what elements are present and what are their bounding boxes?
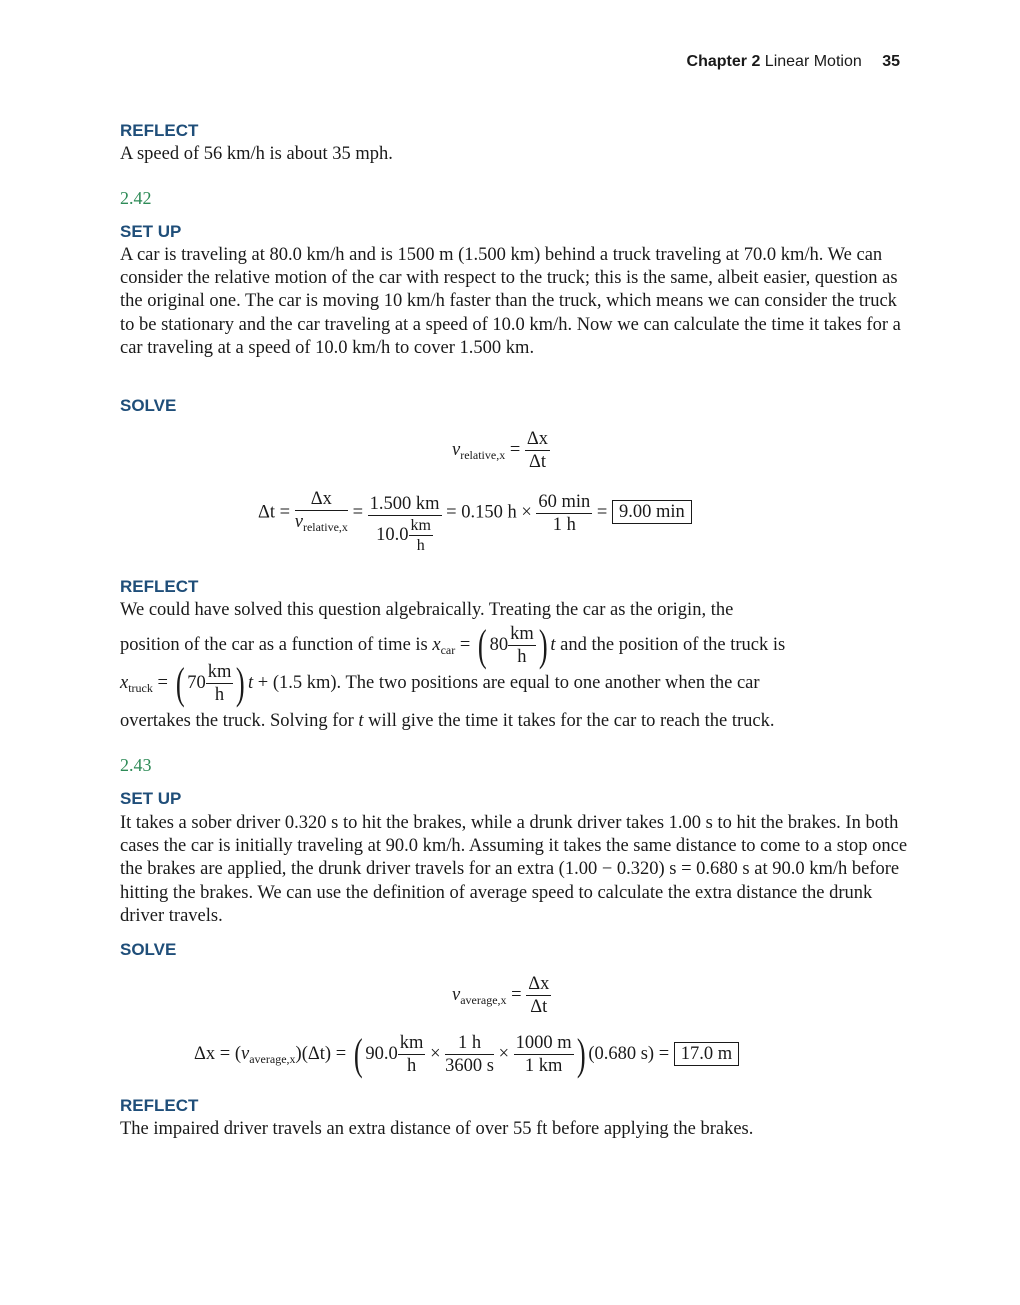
fraction-num: Δx bbox=[295, 488, 348, 511]
fraction-den: Δt bbox=[530, 997, 548, 1017]
fraction-den bbox=[368, 516, 442, 555]
eq-sub: average,x bbox=[460, 992, 507, 1007]
setup-heading: SET UP bbox=[120, 222, 182, 241]
eq-lhs: Δx bbox=[194, 1043, 216, 1064]
left-paren: ( bbox=[175, 658, 185, 708]
equation-distance: $\Delta x = (v_{average,x})(\Delta t)$ = ( 90.0 $\frac{km}{h}$ × $\frac{1 h}{3600 s}$ × $\frac{1000 m}{1 km}$ ) (0.680 s) = 17.0 m bbox=[194, 1032, 739, 1077]
eq-sub: car bbox=[440, 642, 456, 657]
setup-text: It takes a sober driver 0.320 s to hit the brakes, while a drunk driver takes 1.00 s to hit the brakes. In both cases the car is initially traveling at 90.0 km/h. Assuming it takes the same distance to come to a stop once the brakes are applied, the drunk driver travels for an extra (1.00 − 0.320) s = 0.680 s at 90.0 km/h before hitting the brakes. We can use the definition of average speed to calculate the extra distance the drunk driver travels. bbox=[120, 813, 908, 926]
fraction bbox=[368, 493, 442, 555]
setup-heading: SET UP bbox=[120, 789, 182, 808]
unit-num: km bbox=[207, 662, 232, 682]
den-value: 10.0 bbox=[376, 524, 409, 545]
text: and the position of the truck is bbox=[560, 634, 786, 655]
eq-sub: relative,x bbox=[460, 447, 506, 462]
text: + (1.5 km). The two positions are equal to one another when the car bbox=[257, 672, 760, 693]
fraction-den: 3600 s bbox=[445, 1056, 494, 1076]
fraction-num: 1 h bbox=[445, 1032, 494, 1055]
unit-num: km bbox=[410, 516, 431, 534]
right-paren: ) bbox=[538, 620, 548, 670]
solve-heading: SOLVE bbox=[120, 940, 177, 959]
fraction-den: 1 km bbox=[524, 1056, 563, 1076]
fraction bbox=[526, 973, 551, 1018]
value: 70 bbox=[187, 672, 206, 693]
eq-sub: average,x bbox=[249, 1051, 296, 1066]
fraction-num: Δx bbox=[526, 429, 549, 449]
page-header bbox=[687, 53, 900, 71]
reflect-text: A speed of 56 km/h is about 35 mph. bbox=[120, 144, 393, 164]
eq-mid: = 0.150 h × bbox=[446, 502, 532, 523]
eq-sub: truck bbox=[128, 680, 153, 695]
eq-tail: (0.680 s) = bbox=[588, 1043, 670, 1064]
fraction-num: 1000 m bbox=[515, 1033, 572, 1053]
eq-var: x bbox=[432, 634, 441, 655]
setup-text: A car is traveling at 80.0 km/h and is 1500 m (1.500 km) behind a truck traveling at 70.0 km/h. We can consider the relative motion of the car with respect to the truck; this is the same, albeit easier, question as the original one. The car is moving 10 km/h faster than the truck, which means we can consider the truck to be stationary and the car traveling at a speed of 10.0 km/h. Now we can calculate the time it takes for a car traveling at a speed of 10.0 km/h to cover 1.500 km. bbox=[120, 245, 901, 358]
eq-var: x bbox=[120, 672, 129, 693]
eq-var: t bbox=[248, 672, 254, 693]
chapter-title: Linear Motion bbox=[764, 53, 862, 70]
fraction-den: 1 h bbox=[552, 514, 576, 535]
reflect-line: position of the car as a function of time is $x_{car}$ = ( 80 $\frac{km}{h}$ ) t and the position of the truck is bbox=[120, 620, 786, 670]
eq-var: t bbox=[550, 634, 556, 655]
fraction bbox=[525, 428, 550, 473]
unit-fraction bbox=[206, 661, 234, 706]
unit-den: h bbox=[214, 685, 225, 705]
reflect-text: The impaired driver travels an extra distance of over 55 ft before applying the brakes. bbox=[120, 1119, 754, 1139]
unit-den: h bbox=[517, 647, 527, 667]
right-paren: ) bbox=[236, 658, 246, 708]
value: 80 bbox=[489, 634, 509, 655]
unit-fraction bbox=[398, 1032, 426, 1077]
chapter-label: Chapter 2 bbox=[686, 53, 761, 70]
eq-var: v bbox=[294, 512, 303, 532]
problem-number: 2.43 bbox=[120, 755, 152, 775]
right-paren: ) bbox=[576, 1029, 586, 1079]
fraction bbox=[445, 1032, 494, 1077]
reflect-heading: REFLECT bbox=[120, 1096, 199, 1115]
answer-box: 9.00 min bbox=[612, 500, 692, 524]
value: 90.0 bbox=[365, 1043, 398, 1064]
unit-den: h bbox=[416, 536, 425, 554]
solve-heading: SOLVE bbox=[120, 396, 177, 415]
unit-den: h bbox=[406, 1056, 417, 1076]
eq-var: t bbox=[358, 711, 364, 731]
fraction-den: Δt bbox=[528, 452, 546, 472]
eq-var: v bbox=[452, 439, 461, 460]
equation-time: Δt = $\frac{\Delta x}{v_{relative,x}}$ = 1.500 km 10.0 $\frac{km}{h}$ = 0.150 h × $\frac{60 \min}{1 h}$ = 9.00 min bbox=[258, 488, 692, 555]
problem-number: 2.42 bbox=[120, 188, 152, 208]
unit-num: km bbox=[510, 624, 534, 644]
eq-lhs: Δt bbox=[258, 502, 276, 523]
text: will give the time it takes for the car to reach the truck. bbox=[368, 711, 775, 731]
reflect-heading: REFLECT bbox=[120, 121, 199, 140]
fraction-num: 60 min bbox=[538, 491, 591, 512]
answer-box: 17.0 m bbox=[674, 1042, 739, 1066]
unit-fraction bbox=[409, 516, 433, 555]
fraction-num: 1.500 km bbox=[369, 493, 440, 514]
left-paren: ( bbox=[353, 1029, 363, 1079]
page-number: 35 bbox=[882, 53, 900, 70]
reflect-line: We could have solved this question algebraically. Treating the car as the origin, the bbox=[120, 600, 734, 620]
equation-average-velocity: $v_{average,x}$ = $\frac{\Delta x}{\Delta t}$ bbox=[452, 974, 550, 1017]
eq-dt: (Δt) = bbox=[301, 1043, 347, 1064]
text: position of the car as a function of time is bbox=[120, 634, 428, 655]
fraction-den bbox=[295, 511, 348, 538]
fraction-num: Δx bbox=[528, 974, 550, 994]
reflect-line: $x_{truck}$ = ( 70 $\frac{km}{h}$ ) t + (1.5 km). The two positions are equal to one another when the car bbox=[120, 658, 760, 708]
eq-sub: relative,x bbox=[302, 520, 348, 534]
fraction bbox=[295, 488, 348, 538]
unit-num: km bbox=[399, 1033, 424, 1053]
reflect-heading: REFLECT bbox=[120, 577, 199, 596]
eq-var: v bbox=[452, 984, 461, 1005]
fraction bbox=[514, 1032, 574, 1077]
eq-var: v bbox=[241, 1043, 250, 1064]
equation-relative-velocity: $v_{relative,x}$ = $\frac{\Delta x}{\Delta t}$ bbox=[452, 429, 549, 472]
text: overtakes the truck. Solving for bbox=[120, 711, 354, 731]
reflect-line bbox=[120, 711, 775, 732]
left-paren: ( bbox=[477, 620, 487, 670]
fraction bbox=[536, 491, 592, 536]
